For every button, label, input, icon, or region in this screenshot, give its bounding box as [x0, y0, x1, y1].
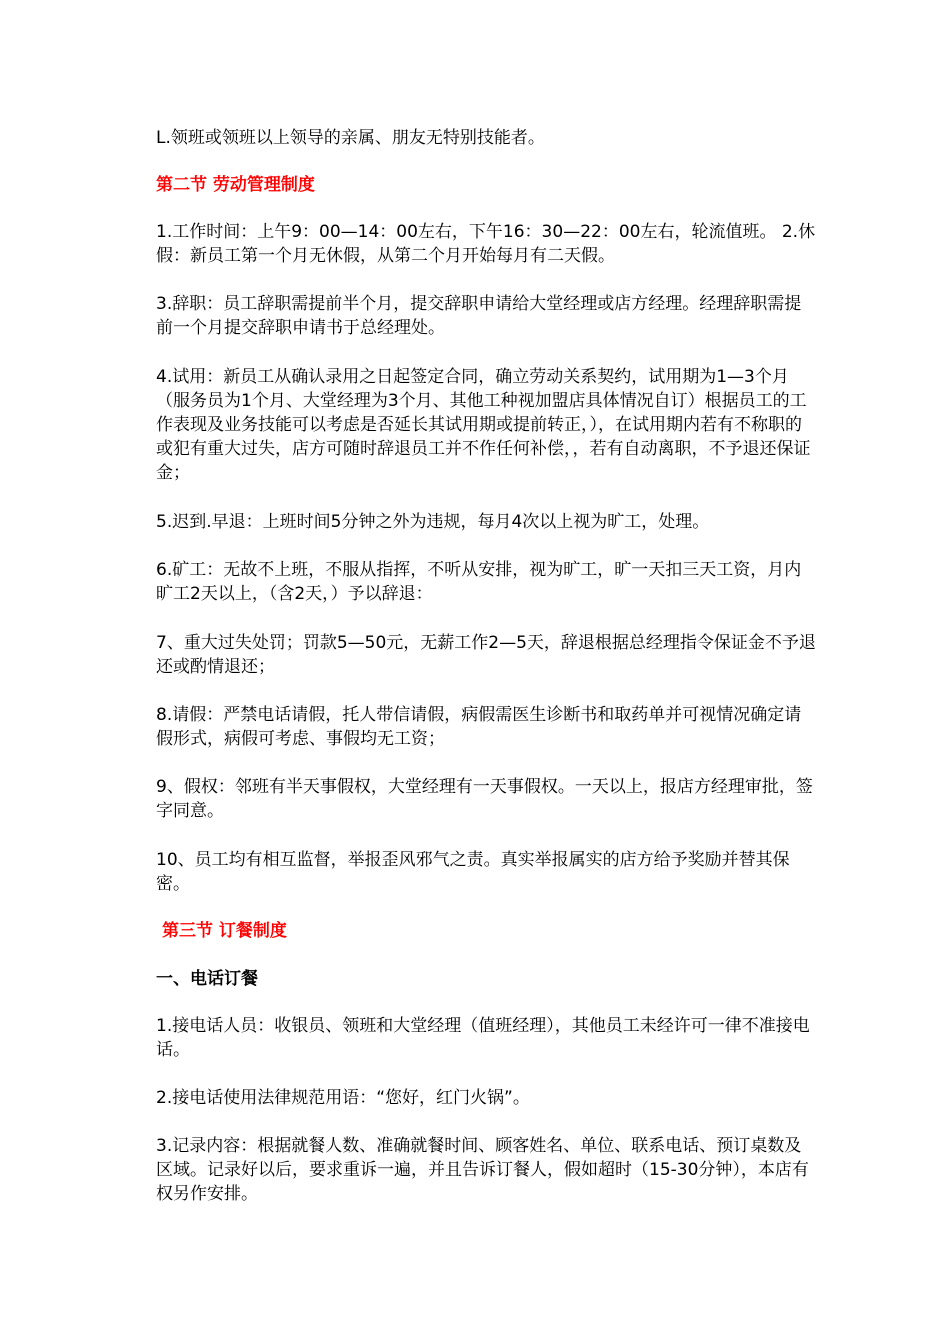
paragraph-1: 1.工作时间：上午9：00—14：00左右，下午16：30—22：00左右，轮流值班。 2.休假：新员工第一个月无休假，从第二个月开始每月有二天假。: [156, 222, 816, 266]
paragraph-6: 6.矿工：无故不上班，不服从指挥，不听从安排，视为旷工，旷一天扣三天工资，月内旷工2天以上，（含2天，）予以辞退：: [156, 560, 802, 604]
subsection-phone-booking-heading: 一、电话订餐: [156, 969, 258, 989]
paragraph-5: 5.迟到.早退：上班时间5分钟之外为违规，每月4次以上视为旷工，处理。: [156, 512, 710, 532]
phone-rule-2: 2.接电话使用法律规范用语：“您好，红门火锅”。: [156, 1088, 530, 1108]
paragraph-10: 10、员工均有相互监督，举报歪风邪气之责。真实举报属实的店方给予奖励并替其保密。: [156, 850, 790, 894]
phone-rule-1: 1.接电话人员：收银员、领班和大堂经理（值班经理），其他员工未经许可一律不准接电话。: [156, 1016, 810, 1060]
phone-rule-3: 3.记录内容：根据就餐人数、准确就餐时间、顾客姓名、单位、联系电话、预订桌数及区域。记录好以后，要求重诉一遍，并且告诉订餐人，假如超时（15-30分钟），本店有权另作安排。: [156, 1136, 809, 1204]
paragraph-9: 9、假权：邻班有半天事假权，大堂经理有一天事假权。一天以上，报店方经理审批，签字同意。: [156, 777, 813, 821]
paragraph-l: L.领班或领班以上领导的亲属、朋友无特别技能者。: [156, 128, 545, 148]
section-2-heading: 第二节 劳动管理制度: [156, 175, 315, 195]
paragraph-7: 7、重大过失处罚；罚款5—50元，无薪工作2—5天，辞退根据总经理指令保证金不予退还或酌情退还；: [156, 633, 816, 677]
paragraph-3: 3.辞职：员工辞职需提前半个月，提交辞职申请给大堂经理或店方经理。经理辞职需提前一个月提交辞职申请书于总经理处。: [156, 294, 802, 338]
paragraph-8: 8.请假：严禁电话请假，托人带信请假，病假需医生诊断书和取药单并可视情况确定请假形式，病假可考虑、事假均无工资；: [156, 705, 802, 749]
paragraph-4: 4.试用：新员工从确认录用之日起签定合同，确立劳动关系契约，试用期为1—3个月（服务员为1个月、大堂经理为3个月、其他工种视加盟店具体情况自订）根据员工的工作表现及业务技能可以考虑是否延长其试用期或提前转正，），在试用期内若有不称职的或犯有重大过失，店方可随时辞退员工并不作任何补偿，，若有自动离职，不予退还保证金；: [156, 367, 811, 483]
section-3-heading: 第三节 订餐制度: [162, 921, 287, 941]
